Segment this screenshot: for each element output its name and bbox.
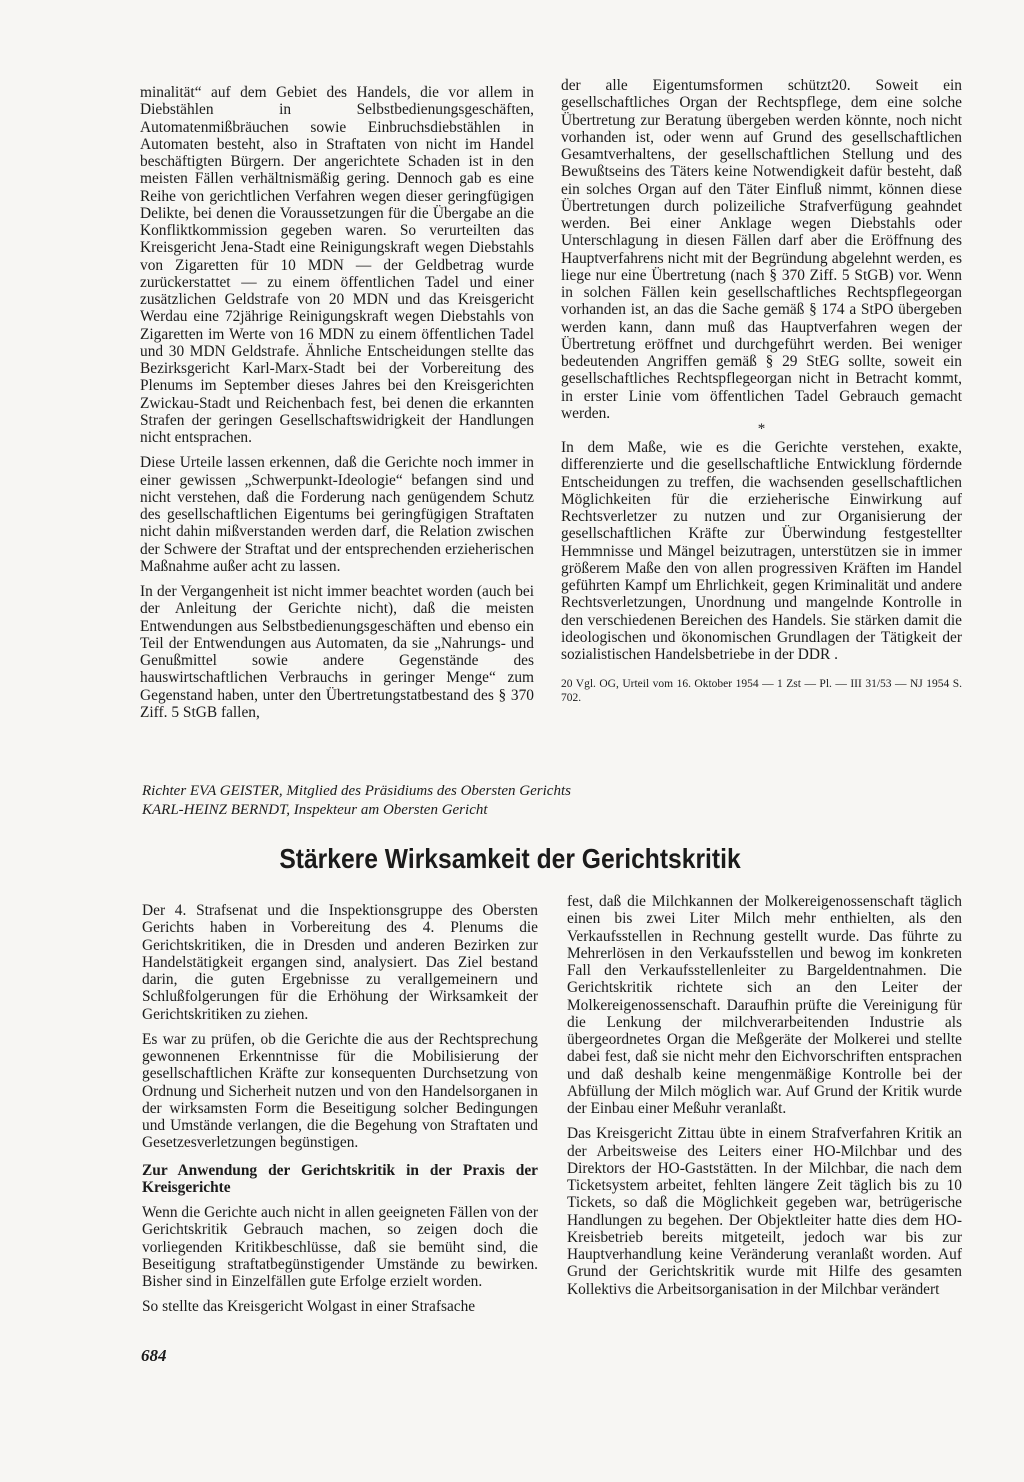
paragraph: In dem Maße, wie es die Gerichte verstehen, exakte, differenzierte und die gesellschaftliche Entwicklung fördernde Entscheidungen zu treffen, die wachsenden gesellschaftlichen Möglichkeiten für die erzieherische Einwirkung auf Rechtsverletzer zu nutzen und zur Organisierung der gesellschaftlichen Kräfte zur Überwindung festgestellter Hemmnisse und Mängel beizutragen, unterstützen sie in immer größerem Maße den von allen progressiven Kräften im Handel geführten Kampf um Ehrlichkeit, gegen Kriminalität und andere Rechtsverletzungen, Unordnung und mangelnde Kontrolle in den verschiedenen Bereichen des Handels. Sie stärken damit die ideologischen und ökonomischen Grundlagen der Tätigkeit der sozialistischen Handelsbetriebe in der DDR .	[561, 439, 962, 663]
paragraph: So stellte das Kreisgericht Wolgast in einer Strafsache	[142, 1298, 476, 1316]
top-left-column	[140, 84, 534, 721]
paragraph: fest, daß die Milchkannen der Molkereigenossenschaft täglich einen bis zwei Liter Milch mehr enthielten, als den Verkaufsstellen in Rechnung gestellt wurde. Das führte zu Mehrerlösen in den Verkaufsstellen und bewog im konkreten Fall den Verkaufsstellenleiter zu Bargeldentnahmen. Die Gerichtskritik richtete sich an den Leiter der Molkereigenossenschaft. Daraufhin prüfte die Vereinigung für die Lenkung der milchverarbeitenden Industrie als übergeordnetes Organ die Meßgeräte der Molkerei und stellte dabei fest, daß sie nicht mehr den Eichvorschriften entsprachen und daß deshalb keine mengenmäßige Kontrolle bei der Abfüllung der Milch möglich war. Auf Grund der Kritik wurde der Einbau einer Meßuhr veranlaßt.	[567, 893, 962, 1117]
section-separator: *	[757, 421, 766, 437]
paragraph: Das Kreisgericht Zittau übte in einem Strafverfahren Kritik an der Arbeitsweise des Leiters einer HO-Milchbar und des Direktors der HO-Gaststätten. In der Milchbar, die nach dem Ticketsystem arbeitet, fehlten längere Zeit täglich bis zu 10 Tickets, so daß die Möglichkeit gegeben war, betrügerische Handlungen zu begehen. Der Objektleiter hatte dies dem HO-Kreisbetrieb bereits mitgeteilt, jedoch war bis zur Hauptverhandlung keine Veränderung veranlaßt worden. Auf Grund der Gerichtskritik wurde mit Hilfe des gesamten Kollektivs die Arbeitsorganisation in der Milchbar verändert	[567, 1125, 962, 1298]
author-signature	[142, 782, 702, 820]
top-right-column	[561, 77, 962, 705]
paragraph: Es war zu prüfen, ob die Gerichte die aus der Rechtsprechung gewonnenen Erkenntnisse für die Mobilisierung der gesellschaftlichen Kräfte zur konsequenten Durchsetzung von Ordnung und Sicherheit nutzen und von den Handelsorganen in der wirksamsten Form die Beseitigung solcher Bedingungen und Umstände verlangen, die die Begehung von Straftaten und Gesetzesverletzungen begünstigen.	[142, 1030, 538, 1152]
author-line: Richter EVA GEISTER, Mitglied des Präsidiums des Obersten Gerichts	[142, 783, 571, 799]
page-number: 684	[141, 1346, 167, 1365]
bottom-right-column	[567, 893, 962, 1298]
paragraph: Wenn die Gerichte auch nicht in allen geeigneten Fällen von der Gerichtskritik Gebrauch machen, so zeigen doch die vorliegenden Kritikbeschlüsse, daß sie bemüht sind, die Beseitigung straftatbegünstigender Umstände zu bewirken. Bisher sind in Einzelfällen gute Erfolge erzielt worden.	[142, 1204, 538, 1290]
bottom-left-column	[142, 902, 538, 1316]
paragraph: Der 4. Strafsenat und die Inspektionsgruppe des Obersten Gerichts haben in Vorbereitung des 4. Plenums die Gerichtskritiken, die in Dresden und anderen Bezirken zur Handelstätigkeit ergangen sind, analysiert. Das Ziel bestand darin, die guten Ergebnisse zu verallgemeinern und Schlußfolgerungen für die Erhöhung der Wirksamkeit der Gerichtskritiken zu ziehen.	[142, 902, 538, 1023]
subheading: Zur Anwendung der Gerichtskritik in der Praxis der Kreisgerichte	[142, 1161, 538, 1196]
paragraph: der alle Eigentumsformen schützt20. Soweit ein gesellschaftliches Organ der Rechtspflege, dem eine solche Übertretung zur Beratung übergeben werden könnte, noch nicht vorhanden ist, oder wenn auf Grund des gesellschaftlichen Gesamtverhaltens, der gesellschaftlichen Stellung und des Bewußtseins des Täters keine Notwendigkeit dafür besteht, daß ein solches Organ auf den Täter Einfluß nimmt, können diese Übertretungen durch polizeiliche Strafverfügung geahndet werden. Bei einer Anklage wegen Diebstahls oder Unterschlagung in diesen Fällen darf aber die Eröffnung des Hauptverfahrens nicht mit der Begründung abgelehnt werden, es liege nur eine Übertretung (nach § 370 Ziff. 5 StGB) vor. Wenn in solchen Fällen kein gesellschaftliches Rechtspflegeorgan vorhanden ist, an das die Sache gemäß § 174 a StPO übergeben werden kann, dann muß das Hauptverfahren wegen der Übertretung eröffnet und durchgeführt werden. Bei weniger bedeutenden Angriffen gemäß § 29 StEG sollte, soweit ein gesellschaftliches Rechtspflegeorgan nicht in Betracht kommt, in erster Linie vom öffentlichen Tadel Gebrauch gemacht werden.	[561, 77, 962, 422]
author-line: KARL-HEINZ BERNDT, Inspekteur am Obersten Gericht	[142, 802, 488, 818]
paragraph: In der Vergangenheit ist nicht immer beachtet worden (auch bei der Anleitung der Gerichte nicht), daß die meisten Entwendungen aus Selbstbedienungsgeschäften und ebenso ein Teil der Entwendungen aus Automaten, da sie „Nahrungs- und Genußmittel sowie andere Gegenstände des hauswirtschaftlichen Verbrauchs in geringer Menge“ zum Gegenstand haben, unter den Übertretungstatbestand des § 370 Ziff. 5 StGB fallen,	[140, 583, 534, 721]
footnote: 20 Vgl. OG, Urteil vom 16. Oktober 1954 — 1 Zst — Pl. — III 31/53 — NJ 1954 S. 702.	[561, 678, 962, 705]
paragraph: Diese Urteile lassen erkennen, daß die Gerichte noch immer in einer gewissen „Schwerpunkt-Ideologie“ befangen sind und nicht verstehen, daß die Forderung nach genügendem Schutz des gesellschaftlichen Eigentums bei geringfügigen Straftaten nicht dahin mißverstanden werden darf, die Relation zwischen der Schwere der Straftat und der entsprechenden erzieherischen Maßnahme außer acht zu lassen.	[140, 454, 534, 575]
article-headline: Stärkere Wirksamkeit der Gerichtskritik	[279, 843, 741, 874]
paragraph: minalität“ auf dem Gebiet des Handels, die vor allem in Diebstählen in Selbstbedienungsgeschäften, Automatenmißbräuchen sowie Einbruchsdiebstählen in Automaten besteht, also in Straftaten von nicht im Handel beschäftigten Bürgern. Der angerichtete Schaden ist in den meisten Fällen verhältnismäßig gering. Dennoch gab es eine Reihe von gerichtlichen Verfahren wegen dieser geringfügigen Delikte, bei denen die Voraussetzungen für die Übergabe an die Konfliktkommission gegeben waren. So verurteilten das Kreisgericht Jena-Stadt eine Reinigungskraft wegen Diebstahls von Zigaretten für 10 MDN — der Geldbetrag wurde zurückerstattet — zu einem öffentlichen Tadel und einer zusätzlichen Geldstrafe von 20 MDN und das Kreisgericht Werdau eine 72jährige Reinigungskraft wegen Diebstahls von Zigaretten im Werte von 16 MDN zu einem öffentlichen Tadel und 30 MDN Geldstrafe. Ähnliche Entscheidungen stellte das Bezirksgericht Karl-Marx-Stadt bei der Vorbereitung des Plenums im September dieses Jahres bei den Kreisgerichten Zwickau-Stadt und Reichenbach fest, bei denen die erkannten Strafen der geringen Gesellschaftswidrigkeit der Handlungen nicht entsprachen.	[140, 84, 534, 446]
